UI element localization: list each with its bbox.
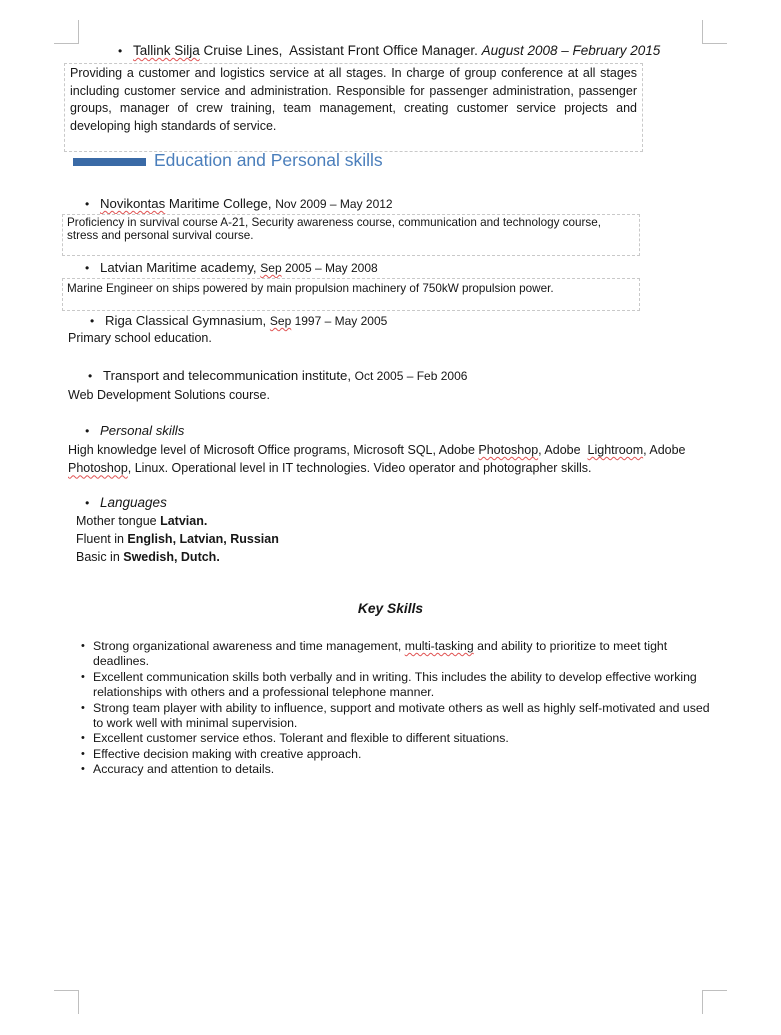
bullet-marker [88, 368, 103, 383]
bullet-marker [90, 313, 105, 328]
personal-skills-subheading [85, 423, 184, 438]
experience-entry-tallink [118, 43, 660, 58]
education-entry-title: Transport and telecommunication institute, Oct 2005 – Feb 2006 [103, 368, 468, 383]
education-entry-title: Novikontas Maritime College, Nov 2009 – May 2012 [100, 196, 393, 211]
bullet-marker [85, 260, 100, 275]
education-entry-transport-institute [88, 368, 467, 383]
languages-subheading [85, 495, 167, 510]
language-line-basic: Basic in Swedish, Dutch. [76, 550, 220, 564]
crop-mark-top-right [702, 20, 727, 44]
bullet-marker [85, 495, 100, 510]
languages-title: Languages [100, 495, 167, 510]
experience-entry-title: Tallink Silja Cruise Lines, Assistant Front Office Manager. August 2008 – February 2015 [133, 43, 661, 58]
transport-institute-note: Web Development Solutions course. [68, 388, 270, 402]
education-entry-latvian-maritime [85, 260, 378, 275]
education-entry-novikontas [85, 196, 393, 211]
crop-mark-bottom-left [54, 990, 79, 1014]
key-skill-item: • Effective decision making with creative approach. [81, 747, 721, 762]
bullet-marker [85, 423, 100, 438]
key-skill-item: • Strong organizational awareness and time management, multi-tasking and ability to prioritize to meet tight deadlines. [81, 639, 721, 670]
bullet-marker [118, 43, 133, 58]
crop-mark-top-left [54, 20, 79, 44]
education-entry-title: Riga Classical Gymnasium, Sep 1997 – May 2005 [105, 313, 388, 328]
experience-description-textbox[interactable]: Providing a customer and logistics service at all stages. In charge of group conference at all stages including customer service and administration. Responsible for passenger administration, passenger groups, manager of crew training, team management, creating customer service projects and developing high standards of service. [64, 63, 643, 152]
key-skill-item: • Excellent customer service ethos. Tolerant and flexible to different situations. [81, 731, 721, 746]
education-entry-title: Latvian Maritime academy, Sep 2005 – May 2008 [100, 260, 378, 275]
personal-skills-description: High knowledge level of Microsoft Office programs, Microsoft SQL, Adobe Photoshop, Adobe Lightroom, Adobe Photoshop, Linux. Operational level in IT technologies. Video operator and photographer skills. [68, 443, 686, 476]
personal-skills-title: Personal skills [100, 423, 185, 438]
key-skill-item: • Excellent communication skills both verbally and in writing. This includes the ability to develop effective working relationships with others and a professional telephone manner. [81, 670, 721, 701]
bullet-marker [85, 196, 100, 211]
language-line-fluent: Fluent in English, Latvian, Russian [76, 532, 279, 546]
key-skills-heading: Key Skills [357, 601, 424, 616]
crop-mark-bottom-right [702, 990, 727, 1014]
latvian-maritime-description-textbox[interactable]: Marine Engineer on ships powered by main propulsion machinery of 750kW propulsion power. [62, 278, 640, 311]
language-line-mother-tongue: Mother tongue Latvian. [76, 514, 208, 528]
key-skill-item: • Strong team player with ability to influence, support and motivate others as well as highly self-motivated and used to work well with minimal supervision. [81, 701, 721, 732]
heading-accent-bar [73, 158, 146, 166]
key-skills-list [81, 639, 721, 778]
novikontas-description-textbox[interactable]: Proficiency in survival course A-21, Security awareness course, communication and technology course, stress and personal survival course. [62, 214, 640, 256]
key-skill-item: • Accuracy and attention to details. [81, 762, 721, 777]
riga-gymnasium-note: Primary school education. [68, 331, 212, 345]
education-entry-riga-gymnasium [90, 313, 387, 328]
section-heading-education: Education and Personal skills [154, 150, 383, 170]
